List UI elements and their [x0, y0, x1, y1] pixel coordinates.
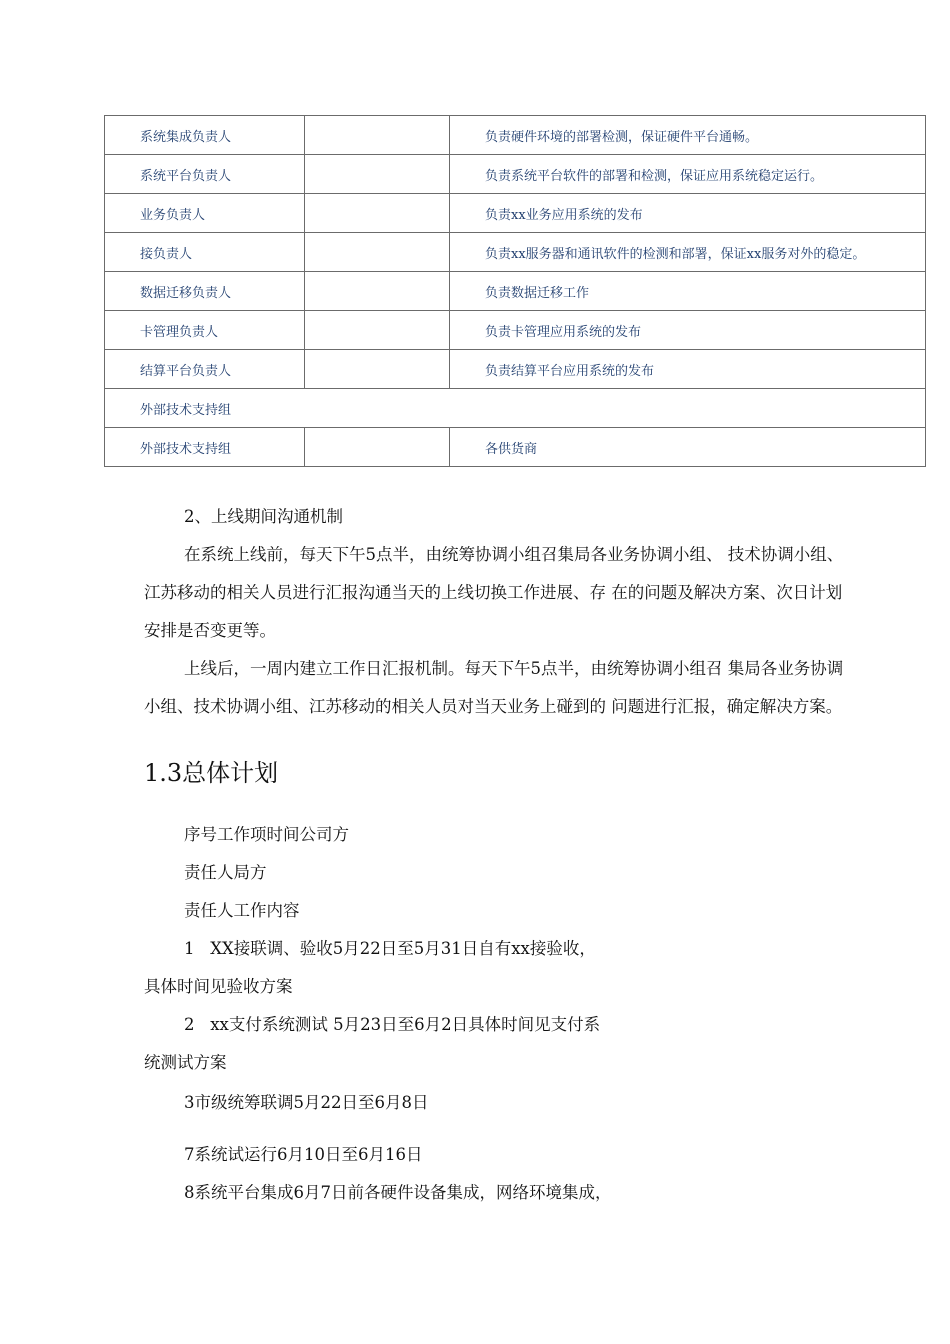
responsibility-table [104, 115, 926, 467]
paragraph-line: 小组、技术协调小组、江苏移动的相关人员对当天业务上碰到的 问题进行汇报，确定解决方案。 [144, 697, 843, 716]
plan-line: 责任人工作内容 [184, 901, 300, 920]
duty-cell: 负责xx业务应用系统的发布 [450, 194, 926, 233]
plan-line: 7系统试运行6月10日至6月16日 [184, 1145, 423, 1164]
role-cell: 系统集成负责人 [105, 116, 305, 155]
duty-cell: 负责系统平台软件的部署和检测，保证应用系统稳定运行。 [450, 155, 926, 194]
role-cell: 接负责人 [105, 233, 305, 272]
role-cell: 数据迁移负责人 [105, 272, 305, 311]
duty-cell: 负责结算平台应用系统的发布 [450, 350, 926, 389]
group-header-cell: 外部技术支持组 [105, 389, 926, 428]
plan-line: 具体时间见验收方案 [144, 977, 293, 996]
duty-cell: 负责卡管理应用系统的发布 [450, 311, 926, 350]
plan-line: 统测试方案 [144, 1053, 227, 1072]
duty-cell: 各供货商 [450, 428, 926, 467]
table-row [105, 272, 926, 311]
table-row [105, 311, 926, 350]
plan-line: 1 XX接联调、验收5月22日至5月31日自有xx接验收， [184, 939, 596, 958]
table-row [105, 116, 926, 155]
paragraph-line: 上线后，一周内建立工作日汇报机制。每天下午5点半，由统筹协调小组召 集局各业务协调 [184, 659, 844, 678]
table-row [105, 350, 926, 389]
plan-line: 8系统平台集成6月7日前各硬件设备集成，网络环境集成， [184, 1183, 612, 1202]
plan-line: 3市级统筹联调5月22日至6月8日 [184, 1093, 429, 1112]
role-cell: 卡管理负责人 [105, 311, 305, 350]
paragraph-line: 在系统上线前，每天下午5点半，由统筹协调小组召集局各业务协调小组、 技术协调小组、 [184, 545, 844, 564]
table-row [105, 233, 926, 272]
person-cell [305, 311, 450, 350]
duty-cell: 负责硬件环境的部署检测，保证硬件平台通畅。 [450, 116, 926, 155]
person-cell [305, 116, 450, 155]
role-cell: 外部技术支持组 [105, 428, 305, 467]
person-cell [305, 194, 450, 233]
person-cell [305, 428, 450, 467]
table-row [105, 194, 926, 233]
person-cell [305, 155, 450, 194]
person-cell [305, 233, 450, 272]
role-cell: 结算平台负责人 [105, 350, 305, 389]
section-title: 2、上线期间沟通机制 [184, 507, 343, 526]
person-cell [305, 350, 450, 389]
duty-cell: 负责数据迁移工作 [450, 272, 926, 311]
paragraph-line: 江苏移动的相关人员进行汇报沟通当天的上线切换工作进展、存 在的问题及解决方案、次日计划 [144, 583, 843, 602]
table-group-row [105, 389, 926, 428]
plan-line: 序号工作项时间公司方 [184, 825, 349, 844]
table-row [105, 155, 926, 194]
duty-cell: 负责xx服务器和通讯软件的检测和部署，保证xx服务对外的稳定。 [450, 233, 926, 272]
paragraph-line: 安排是否变更等。 [144, 621, 276, 640]
person-cell [305, 272, 450, 311]
table-row [105, 428, 926, 467]
plan-line: 2 xx支付系统测试 5月23日至6月2日具体时间见支付系 [184, 1015, 601, 1034]
section-heading: 1.3总体计划 [144, 759, 279, 787]
plan-line: 责任人局方 [184, 863, 267, 882]
role-cell: 系统平台负责人 [105, 155, 305, 194]
role-cell: 业务负责人 [105, 194, 305, 233]
